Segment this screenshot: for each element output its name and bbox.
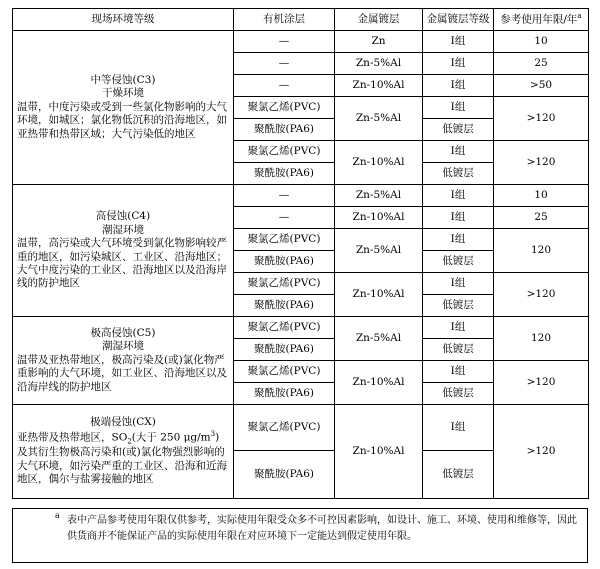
header-row	[13, 9, 589, 31]
footnote-mark: a	[55, 511, 60, 520]
table-row: 聚氯乙烯(PVC) Zn-5%Al Ⅰ组 120	[13, 229, 589, 251]
env-cx: 极端侵蚀(CX) 亚热带及热带地区，$SO_2$(大于 250 $\mu g/m^3$)及其衍生物极高污染和(或)氯化物强烈影响的大气环境，如污染严重的工业区、沿海和近海地区，偶尔与盐雾接触的地区	[13, 405, 234, 499]
table-row: 聚酰胺(PA6) 低镀层	[13, 451, 589, 499]
table-row: — Zn-10%Al Ⅰ组 >50	[13, 75, 589, 97]
env-c5: 极高侵蚀(C5) 潮湿环境 温带及亚热带地区，极高污染及(或)氯化物严重影响的大气环境，如工业区、沿海地区以及沿海岸线的防护地区	[13, 317, 234, 405]
table-row: 聚氯乙烯(PVC) Zn-5%Al Ⅰ组 >120	[13, 97, 589, 119]
header-life: 参考使用年限/年$^a$	[494, 9, 589, 31]
table-row: 极高侵蚀(C5) 潮湿环境 温带及亚热带地区，极高污染及(或)氯化物严重影响的大气环境，如工业区、沿海地区以及沿海岸线的防护地区 聚氯乙烯(PVC) Zn-5%Al Ⅰ组 120	[13, 317, 589, 339]
table-row: 聚酰胺(PA6) 低镀层	[13, 339, 589, 361]
table-row: 聚酰胺(PA6) 低镀层	[13, 163, 589, 185]
table-row: 极端侵蚀(CX) 亚热带及热带地区，$SO_2$(大于 250 $\mu g/m^3$)及其衍生物极高污染和(或)氯化物强烈影响的大气环境，如污染严重的工业区、沿海和近海地区，偶尔与盐雾接触的地区 聚氯乙烯(PVC) Zn-10%Al Ⅰ组 >120	[13, 405, 589, 451]
footnote	[12, 508, 588, 563]
table-row: 高侵蚀(C4) 潮湿环境 温带，高污染或大气环境受到氯化物影响较严重的地区，如污染城区、工业区、沿海地区；大气中度污染的工业区、沿海地区以及沿海岸线的防护地区 — Zn-5%Al Ⅰ组 10	[13, 185, 589, 207]
service-life-table	[12, 8, 589, 499]
env-c3: 中等侵蚀(C3) 干燥环境 温带，中度污染或受到一些氯化物影响的大气环境，如城区；氯化物低沉积的沿海地区，如亚热带和热带区域；大气污染低的地区	[13, 31, 234, 185]
table-row: 中等侵蚀(C3) 干燥环境 温带，中度污染或受到一些氯化物影响的大气环境，如城区；氯化物低沉积的沿海地区，如亚热带和热带区域；大气污染低的地区 — Zn Ⅰ组 10	[13, 31, 589, 53]
header-organic: 有机涂层	[234, 9, 335, 31]
env-c4: 高侵蚀(C4) 潮湿环境 温带，高污染或大气环境受到氯化物影响较严重的地区，如污染城区、工业区、沿海地区；大气中度污染的工业区、沿海地区以及沿海岸线的防护地区	[13, 185, 234, 317]
header-grade: 金属镀层等级	[423, 9, 494, 31]
table-row: 聚酰胺(PA6) 低镀层	[13, 295, 589, 317]
table-row: 聚酰胺(PA6) 低镀层	[13, 119, 589, 141]
table-row: 聚氯乙烯(PVC) Zn-10%Al Ⅰ组 >120	[13, 273, 589, 295]
table-row: 聚酰胺(PA6) 低镀层	[13, 251, 589, 273]
table-row: 聚氯乙烯(PVC) Zn-10%Al Ⅰ组 >120	[13, 361, 589, 383]
footnote-text: 表中产品参考使用年限仅供参考，实际使用年限受众多不可控因素影响，如设计、施工、环境、使用和维修等，因此供货商并不能保证产品的实际使用年限在对应环境下一定能达到假定使用年限。	[67, 515, 577, 542]
header-env: 现场环境等级	[13, 9, 234, 31]
table-row: — Zn-10%Al Ⅰ组 25	[13, 207, 589, 229]
header-metal: 金属镀层	[335, 9, 423, 31]
table-row: 聚酰胺(PA6) 低镀层	[13, 383, 589, 405]
table-row: — Zn-5%Al Ⅰ组 25	[13, 53, 589, 75]
table-row: 聚氯乙烯(PVC) Zn-10%Al Ⅰ组 >120	[13, 141, 589, 163]
